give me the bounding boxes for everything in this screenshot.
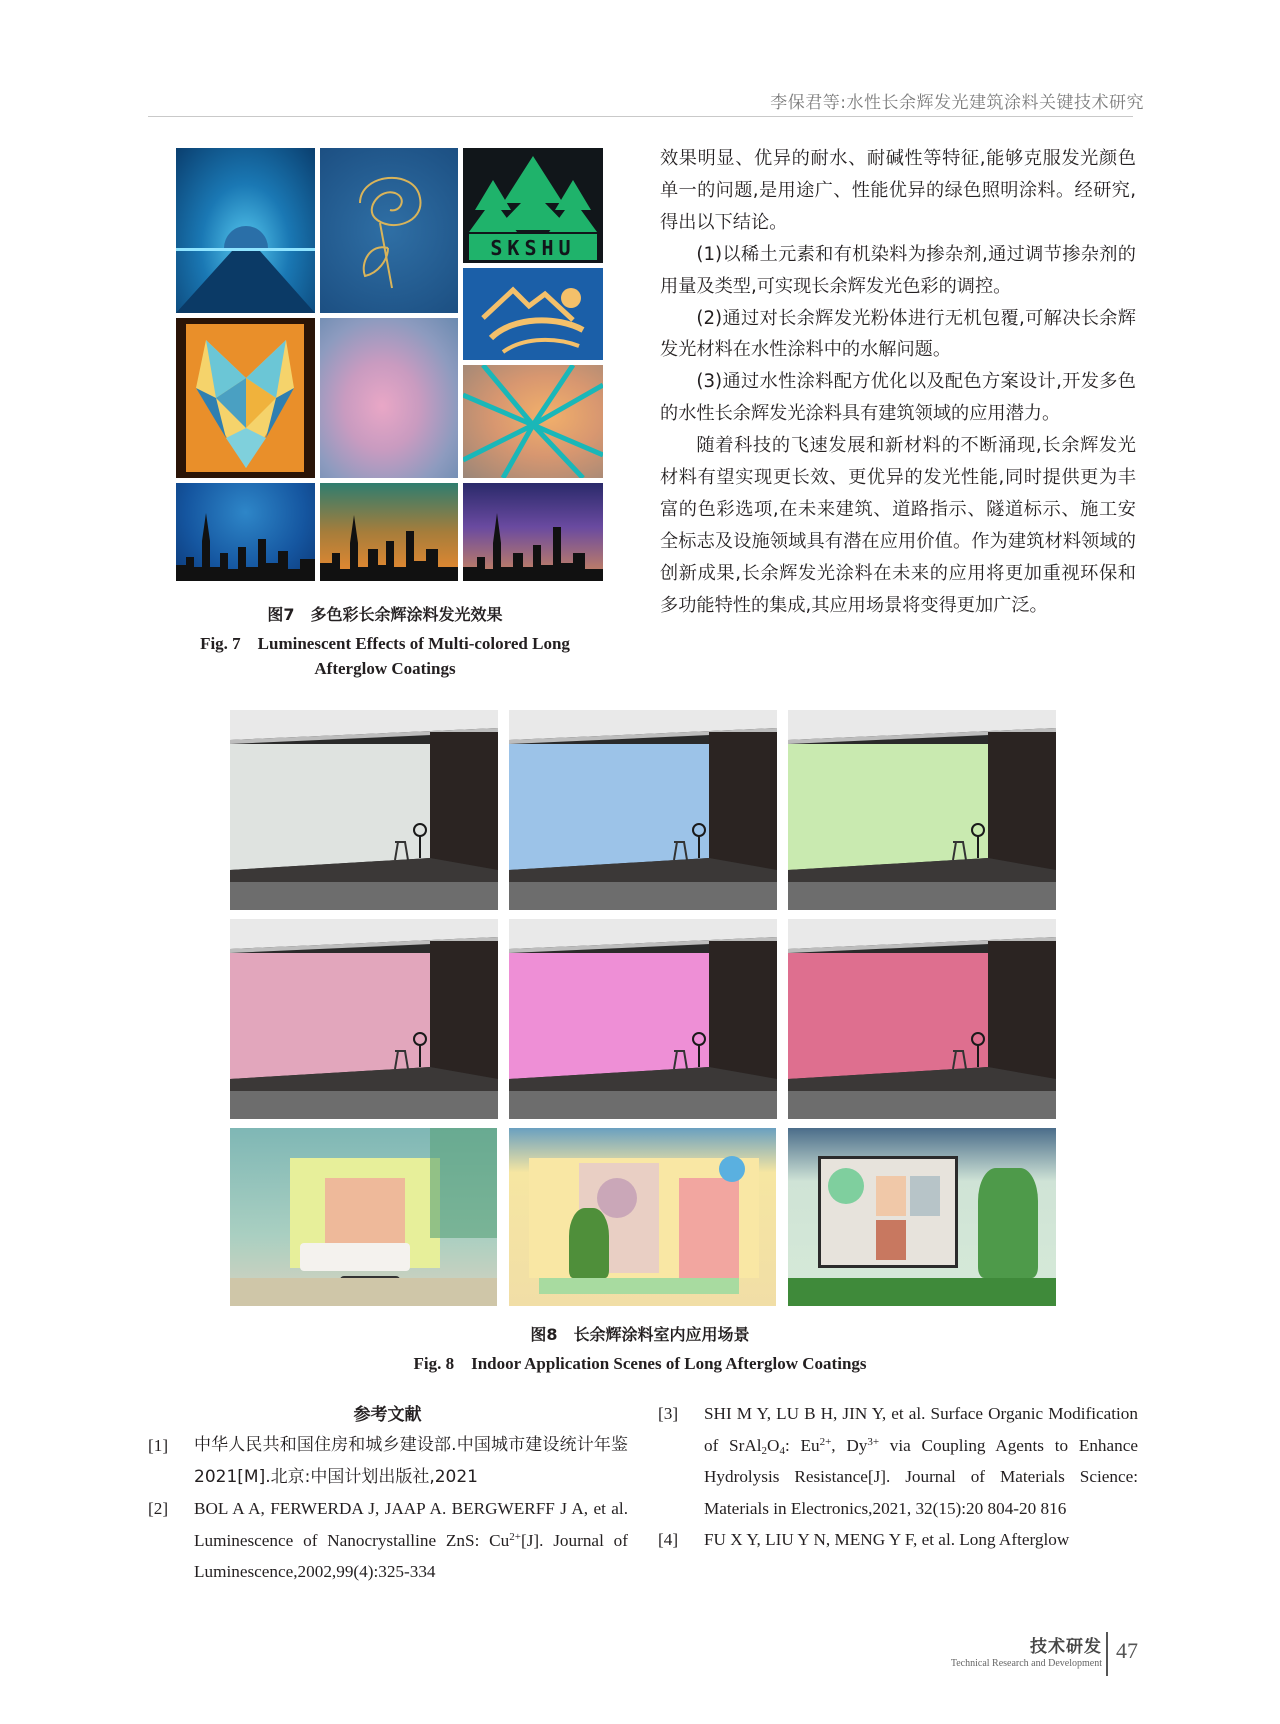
reference-2	[148, 1493, 628, 1588]
fig8-room-render	[230, 919, 498, 1119]
fig7-tile-skyline-orange	[320, 483, 458, 581]
rose-icon	[320, 148, 458, 313]
wolf-mosaic	[176, 318, 315, 478]
body-paragraph: (1)以稀土元素和有机染料为掺杂剂,通过调节掺杂剂的用量及类型,可实现长余辉发光色彩的调控。	[660, 243, 1136, 297]
fig8-room-render	[788, 710, 1056, 910]
fig8-caption	[0, 1322, 1280, 1376]
fig8-room-render	[230, 710, 498, 910]
fig7-caption-zh: 图7 多色彩长余辉涂料发光效果	[267, 605, 503, 624]
fig7-tile-wolf	[176, 318, 315, 478]
fig8-showroom-living	[230, 1128, 497, 1306]
fig8-room-render	[509, 919, 777, 1119]
references-left-column	[148, 1430, 628, 1588]
fig8-showroom-kids	[509, 1128, 776, 1306]
footer-section-en: Technical Research and Development	[950, 1658, 1102, 1669]
fig7-tile-skyline-blue	[176, 483, 315, 581]
footer-divider	[1106, 1632, 1108, 1676]
fig8-caption-zh: 图8 长余辉涂料室内应用场景	[530, 1325, 750, 1344]
skyline-icon	[176, 483, 315, 581]
reference-number: [1]	[148, 1436, 169, 1455]
body-paragraph: 效果明显、优异的耐水、耐碱性等特征,能够克服发光颜色单一的问题,是用途广、性能优异的绿色照明涂料。经研究,得出以下结论。	[660, 148, 1136, 233]
figure-8	[230, 710, 1056, 1306]
fig8-room-render	[509, 710, 777, 910]
reference-number: [3]	[658, 1404, 679, 1423]
fig7-tile-lines	[463, 365, 603, 478]
references-title: 参考文献	[353, 1405, 422, 1425]
fig7-tile-blue-tunnel	[176, 148, 315, 313]
header-rule	[148, 116, 1133, 117]
fig7-caption-en-line1: Fig. 7 Luminescent Effects of Multi-colored Long	[200, 634, 570, 653]
body-paragraph: 随着科技的飞速发展和新材料的不断涌现,长余辉发光材料有望实现更长效、更优异的发光性能,同时提供更为丰富的色彩选项,在未来建筑、道路指示、隧道标示、施工安全标志及设施领域具有潜在应用价值。作为建筑材料领域的创新成果,长余辉发光涂料在未来的应用将更加重视环保和多功能特性的集成,其应用场景将变得更加广泛。	[660, 435, 1136, 616]
skyline-icon	[463, 483, 603, 581]
fig8-showroom-gallery	[788, 1128, 1056, 1306]
fig7-tile-logo-green	[463, 148, 603, 263]
fig8-room-render	[788, 919, 1056, 1119]
skyline-icon	[320, 483, 458, 581]
reference-4	[658, 1524, 1138, 1556]
geometric-lines	[463, 365, 603, 478]
reference-number: [2]	[148, 1499, 169, 1519]
fig7-caption	[150, 602, 620, 681]
body-text-column	[660, 143, 1136, 622]
fig7-tile-mountain-logo	[463, 268, 603, 360]
running-title: 李保君等:水性长余辉发光建筑涂料关键技术研究	[770, 93, 1144, 113]
fig7-caption-en-line2: Afterglow Coatings	[314, 659, 456, 678]
page-number: 47	[1116, 1638, 1138, 1663]
reference-text: 中华人民共和国住房和城乡建设部.中国城市建设统计年鉴2021[M].北京:中国计划出版社,2021	[194, 1435, 628, 1487]
logo-text: SKSHU	[490, 236, 576, 260]
reference-text: FU X Y, LIU Y N, MENG Y F, et al. Long Afterglow	[704, 1530, 1070, 1550]
fig7-tile-pink-blur	[320, 318, 458, 478]
reference-1	[148, 1430, 628, 1493]
reference-3	[658, 1398, 1138, 1524]
mountain-icon	[463, 268, 603, 360]
fig8-caption-en: Fig. 8 Indoor Application Scenes of Long Afterglow Coatings	[413, 1354, 867, 1373]
body-paragraph: (3)通过水性涂料配方优化以及配色方案设计,开发多色的水性长余辉发光涂料具有建筑领域的应用潜力。	[660, 371, 1136, 425]
tunnel-graphic	[176, 148, 315, 313]
reference-text: SHI M Y, LU B H, JIN Y, et al. Surface Organic Modification of $SrAl_2O_4$: $Eu^{2+}$, $Dy^{3+}$ via Coupling Agents to Enhance Hydrolysis Resistance[J]. Journal of Materials Science: Materials in Electronics,2021, 32(15):20 804-20 816	[704, 1404, 1138, 1518]
body-paragraph: (2)通过对长余辉发光粉体进行无机包覆,可解决长余辉发光材料在水性涂料中的水解问题。	[660, 307, 1136, 361]
reference-number: [4]	[658, 1530, 679, 1550]
fig7-tile-skyline-purple	[463, 483, 603, 581]
references-right-column	[658, 1398, 1138, 1556]
reference-text: BOL A A, FERWERDA J, JAAP A. BERGWERFF J A, et al. Luminescence of Nanocrystalline ZnS: $Cu^{2+}[J]$. Journal of Luminescence,2002,99(4):325-334	[194, 1499, 628, 1582]
footer-section-zh: 技术研发	[1030, 1637, 1102, 1657]
fig7-tile-rose	[320, 148, 458, 313]
figure-7	[176, 148, 603, 581]
